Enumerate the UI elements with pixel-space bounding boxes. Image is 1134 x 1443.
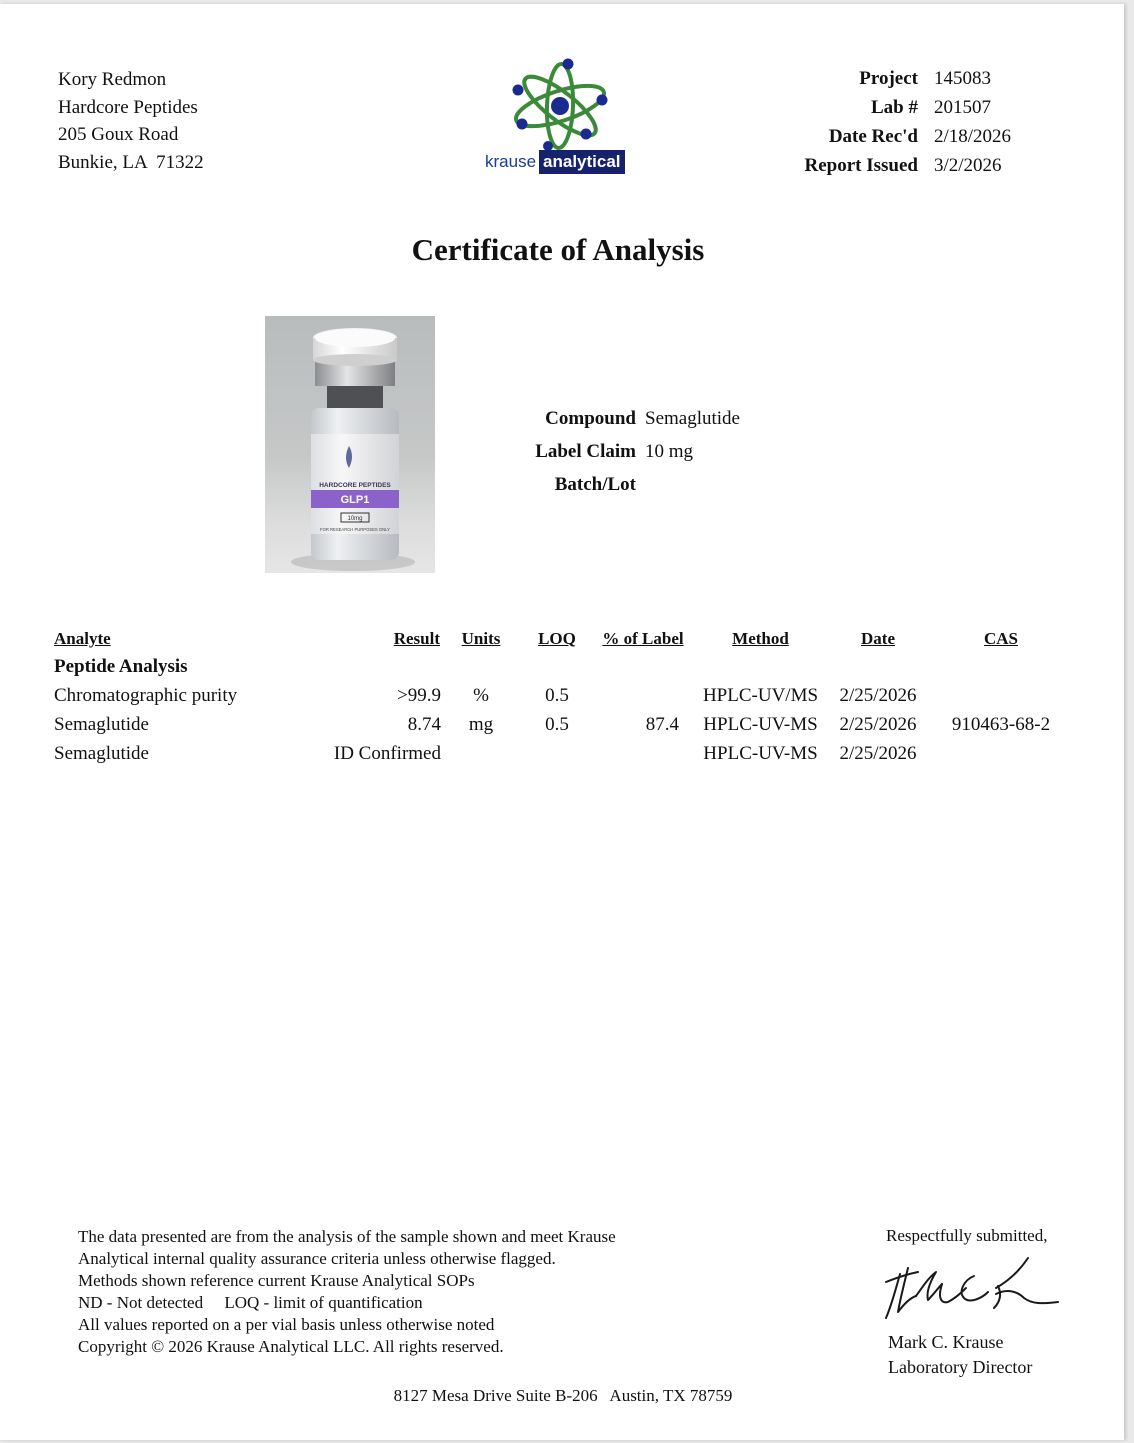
footer-note: All values reported on a per vial basis unless otherwise noted <box>78 1315 495 1334</box>
footer-note: Methods shown reference current Krause Analytical SOPs <box>78 1271 475 1290</box>
cell-cas <box>928 681 1074 710</box>
sample-label: Label Claim <box>535 440 636 462</box>
cell-analyte: Semaglutide <box>54 742 149 764</box>
cell-method: HPLC-UV-MS <box>703 742 818 764</box>
col-header-cas: CAS <box>983 629 1018 648</box>
cell-units: % <box>473 684 489 706</box>
table-row <box>54 681 1074 710</box>
sample-info <box>440 402 740 501</box>
signer-name: Mark C. Krause <box>888 1332 1004 1352</box>
logo-wordmark <box>484 150 625 174</box>
sample-value: Semaglutide <box>645 407 740 429</box>
page-title: Certificate of Analysis <box>411 232 705 267</box>
sample-info-table <box>440 402 740 501</box>
cell-cas: 910463-68-2 <box>951 713 1051 735</box>
cell-units <box>441 739 521 768</box>
report-meta <box>805 64 1020 180</box>
cell-percent-label: 87.4 <box>645 713 679 735</box>
footer-note: ND - Not detected LOQ - limit of quantification <box>78 1293 423 1312</box>
meta-value: 145083 <box>934 67 991 89</box>
cell-date: 2/25/2026 <box>839 684 917 706</box>
sample-label: Compound <box>545 407 636 429</box>
logo-word-analytical: analytical <box>539 150 625 174</box>
meta-row-date-received <box>805 122 1020 151</box>
footer-note: The data presented are from the analysis of the sample shown and meet Krause <box>78 1227 616 1246</box>
cell-method: HPLC-UV-MS <box>703 713 818 735</box>
lab-address: 8127 Mesa Drive Suite B-206 Austin, TX 78759 <box>393 1386 733 1405</box>
meta-label: Date Rec'd <box>828 125 918 147</box>
section-title: Peptide Analysis <box>54 655 188 677</box>
col-header-result: Result <box>393 629 440 648</box>
footer-note: Analytical internal quality assurance criteria unless otherwise flagged. <box>78 1249 556 1268</box>
client-address-block <box>58 66 204 176</box>
sample-row-label-claim <box>440 435 740 468</box>
footer-notes <box>78 1226 616 1358</box>
sample-row-compound <box>440 402 740 435</box>
signature-image <box>878 1248 1068 1332</box>
meta-value: 3/2/2026 <box>934 154 1002 176</box>
atom-icon <box>482 54 642 152</box>
cell-loq <box>521 739 593 768</box>
table-row <box>54 710 1074 739</box>
table-row <box>54 739 1074 768</box>
cell-units: mg <box>468 713 494 735</box>
cell-method: HPLC-UV/MS <box>702 684 819 706</box>
client-company: Hardcore Peptides <box>58 96 198 118</box>
sample-label: Batch/Lot <box>554 473 636 495</box>
meta-row-report-issued <box>805 151 1020 180</box>
vial-brand-text: HARDCORE PEPTIDES <box>319 482 391 489</box>
vial-dose-text: 10mg <box>347 516 363 522</box>
cell-analyte: Semaglutide <box>54 713 149 735</box>
col-header-units: Units <box>461 629 501 648</box>
cell-result: >99.9 <box>397 684 441 706</box>
cell-result: 8.74 <box>407 713 441 735</box>
sample-value <box>645 468 740 501</box>
signer-role: Laboratory Director <box>888 1357 1033 1377</box>
col-header-loq: LOQ <box>538 629 576 648</box>
cell-percent-label <box>593 681 693 710</box>
signoff-block <box>888 1330 1032 1380</box>
signoff-closing: Respectfully submitted, <box>886 1226 1048 1245</box>
results-section-row <box>54 652 1074 681</box>
cell-date: 2/25/2026 <box>839 713 917 735</box>
logo-word-krause: krause <box>485 152 537 171</box>
client-name: Kory Redmon <box>58 69 167 90</box>
results-section <box>54 626 1074 768</box>
vial-fineprint-text: FOR RESEARCH PURPOSES ONLY <box>320 527 390 532</box>
sample-vial-photo <box>265 316 435 573</box>
certificate-page <box>0 4 1124 1440</box>
meta-label: Report Issued <box>804 154 918 176</box>
meta-label: Lab # <box>871 96 918 118</box>
meta-label: Project <box>859 67 918 89</box>
sample-row-batch-lot <box>440 468 740 501</box>
vial-image <box>265 316 435 573</box>
sample-value: 10 mg <box>645 440 694 462</box>
cell-loq: 0.5 <box>545 713 569 735</box>
cell-cas <box>928 739 1074 768</box>
col-header-method: Method <box>732 629 789 648</box>
meta-value: 201507 <box>934 96 991 118</box>
results-header-row <box>54 626 1074 652</box>
cell-result: ID Confirmed <box>333 742 441 764</box>
cell-percent-label <box>593 739 693 768</box>
cell-loq: 0.5 <box>545 684 569 706</box>
report-meta-table <box>805 64 1020 180</box>
meta-row-lab <box>805 93 1020 122</box>
results-table <box>54 626 1074 768</box>
cell-analyte: Chromatographic purity <box>54 684 238 706</box>
col-header-analyte: Analyte <box>54 629 111 648</box>
client-city: Bunkie, LA 71322 <box>58 151 204 173</box>
col-header-date: Date <box>861 629 895 648</box>
col-header-percent-label: % of Label <box>602 629 684 648</box>
meta-value: 2/18/2026 <box>934 125 1012 147</box>
cell-date: 2/25/2026 <box>839 742 917 764</box>
meta-row-project <box>805 64 1020 93</box>
footer-note: Copyright © 2026 Krause Analytical LLC. All rights reserved. <box>78 1337 504 1356</box>
client-street: 205 Goux Road <box>58 124 179 145</box>
krause-analytical-logo <box>482 54 642 179</box>
vial-product-text: GLP1 <box>340 494 370 506</box>
